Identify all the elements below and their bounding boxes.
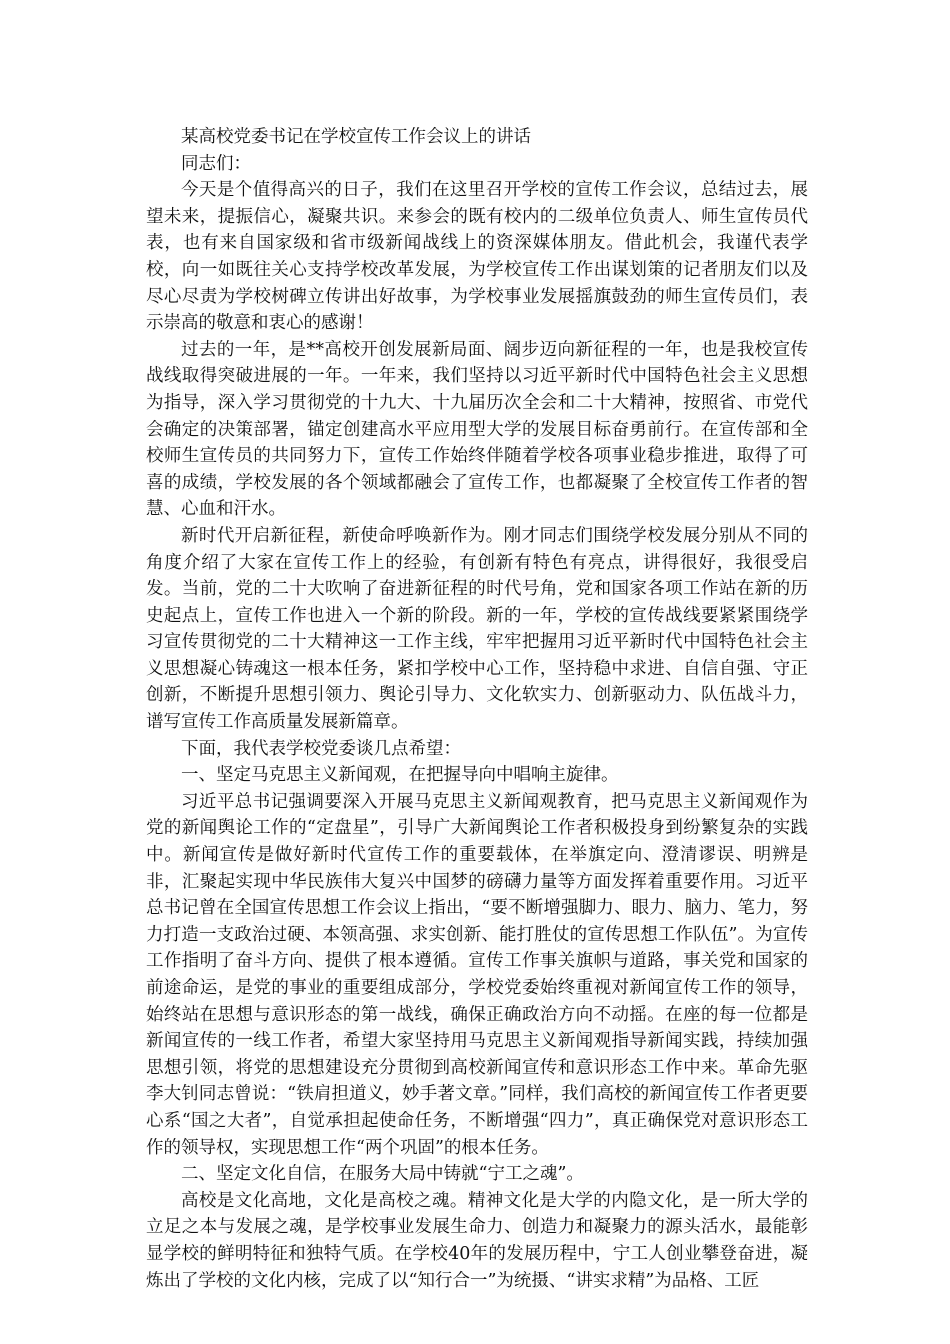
paragraph-past-year: 过去的一年，是**高校开创发展新局面、阔步迈向新征程的一年，也是我校宣传战线取得突破进展的一年。一年来，我们坚持以习近平新时代中国特色社会主义思想为指导，深入学习贯彻党的十九大、十九届历次全会和二十大精神，按照省、市党代会确定的决策部署，锚定创建高水平应用型大学的发展目标奋勇前行。在宣传部和全校师生宣传员的共同努力下，宣传工作始终伴随着学校各项事业稳步推进，取得了可喜的成绩，学校发展的各个领域都融会了宣传工作，也都凝聚了全校宣传工作者的智慧、心血和汗水。 (146, 339, 808, 520)
section-heading-2: 二、坚定文化自信，在服务大局中铸就“宁工之魂”。 (181, 1164, 584, 1185)
salutation: 同志们： (181, 153, 251, 174)
paragraph-opening: 今天是个值得高兴的日子，我们在这里召开学校的宣传工作会议，总结过去，展望未来，提振信心，凝聚共识。来参会的既有校内的二级单位负责人、师生宣传员代表，也有来自国家级和省市级新闻战线上的资深媒体朋友。借此机会，我谨代表学校，向一如既往关心支持学校改革发展，为学校宣传工作出谋划策的记者朋友们以及尽心尽责为学校树碑立传讲出好故事，为学校事业发展摇旗鼓劲的师生宣传员们，表示崇高的敬意和衷心的感谢！ (146, 180, 808, 334)
paragraph-marxist-journalism: 习近平总书记强调要深入开展马克思主义新闻观教育，把马克思主义新闻观作为党的新闻舆论工作的“定盘星”，引导广大新闻舆论工作者积极投身到纷繁复杂的实践中。新闻宣传是做好新时代宣传工作的重要载体，在举旗定向、澄清谬误、明辨是非，汇聚起实现中华民族伟大复兴中国梦的磅礴力量等方面发挥着重要作用。习近平总书记曾在全国宣传思想工作会议上指出，“要不断增强脚力、眼力、脑力、笔力，努力打造一支政治过硬、本领高强、求实创新、能打胜仗的宣传思想工作队伍”。为宣传工作指明了奋斗方向、提供了根本遵循。宣传工作事关旗帜与道路，事关党和国家的前途命运，是党的事业的重要组成部分，学校党委始终重视对新闻宣传工作的领导，始终站在思想与意识形态的第一战线，确保正确政治方向不动摇。在座的每一位都是新闻宣传的一线工作者，希望大家坚持用马克思主义新闻观指导新闻实践，持续加强思想引领，将党的思想建设充分贯彻到高校新闻宣传和意识形态工作中来。革命先驱李大钊同志曾说：“铁肩担道义，妙手著文章。”同样，我们高校的新闻宣传工作者更要心系“国之大者”，自觉承担起使命任务，不断增强“四力”，真正确保党对意识形态工作的领导权，实现思想工作“两个巩固”的根本任务。 (146, 791, 808, 1158)
section-heading-1: 一、坚定马克思主义新闻观，在把握导向中唱响主旋律。 (181, 765, 619, 786)
document-body (146, 124, 808, 1294)
paragraph-hopes-intro: 下面，我代表学校党委谈几点希望： (181, 738, 461, 759)
paragraph-culture: 高校是文化高地，文化是高校之魂。精神文化是大学的内隐文化，是一所大学的立足之本与发展之魂，是学校事业发展生命力、创造力和凝聚力的源头活水，最能彰显学校的鲜明特征和独特气质。在学校40年的发展历程中，宁工人创业攀登奋进，凝炼出了学校的文化内核，完成了以“知行合一”为统摄、“讲实求精”为品格、工匠 (146, 1190, 808, 1291)
paragraph-new-era: 新时代开启新征程，新使命呼唤新作为。刚才同志们围绕学校发展分别从不同的角度介绍了大家在宣传工作上的经验，有创新有特色有亮点，讲得很好，我很受启发。当前，党的二十大吹响了奋进新征程的时代号角，党和国家各项工作站在新的历史起点上，宣传工作也进入一个新的阶段。新的一年，学校的宣传战线要紧紧围绕学习宣传贯彻党的二十大精神这一工作主线，牢牢把握用习近平新时代中国特色社会主义思想凝心铸魂这一根本任务，紧扣学校中心工作，坚持稳中求进、自信自强、守正创新，不断提升思想引领力、舆论引导力、文化软实力、创新驱动力、队伍战斗力，谱写宣传工作高质量发展新篇章。 (146, 525, 808, 733)
document-title: 某高校党委书记在学校宣传工作会议上的讲话 (181, 127, 531, 147)
